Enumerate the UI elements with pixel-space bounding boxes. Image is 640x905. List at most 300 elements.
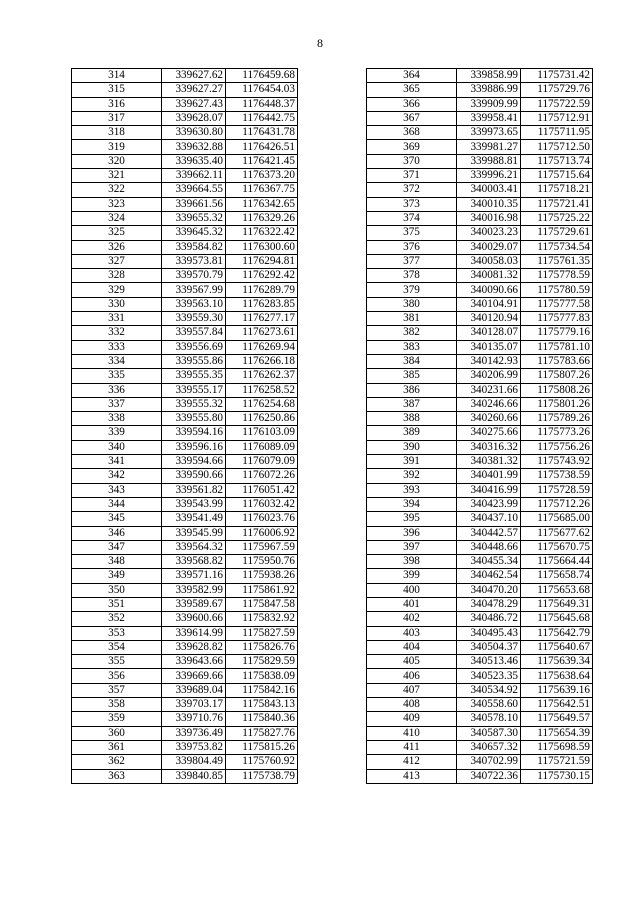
point-number-cell: 387 [367,397,457,411]
point-number-cell: 316 [72,97,162,111]
y-coordinate-cell: 1175829.59 [226,655,298,669]
table-row [72,83,298,97]
x-coordinate-cell: 339555.86 [162,354,226,368]
y-coordinate-cell: 1176431.78 [226,126,298,140]
point-number-cell: 345 [72,512,162,526]
table-row [72,483,298,497]
y-coordinate-cell: 1176342.65 [226,197,298,211]
coordinates-table-right-body [367,69,593,784]
y-coordinate-cell: 1175712.26 [521,497,593,511]
table-row [72,154,298,168]
table-row [72,269,298,283]
table-row [367,83,593,97]
y-coordinate-cell: 1176023.76 [226,512,298,526]
y-coordinate-cell: 1176072.26 [226,469,298,483]
y-coordinate-cell: 1175721.59 [521,755,593,769]
point-number-cell: 368 [367,126,457,140]
y-coordinate-cell: 1175780.59 [521,283,593,297]
y-coordinate-cell: 1175789.26 [521,412,593,426]
x-coordinate-cell: 339555.80 [162,412,226,426]
coordinates-table-left-body [72,69,298,784]
x-coordinate-cell: 339555.35 [162,369,226,383]
table-row [72,755,298,769]
point-number-cell: 406 [367,669,457,683]
point-number-cell: 361 [72,740,162,754]
x-coordinate-cell: 339594.66 [162,455,226,469]
table-row [367,197,593,211]
x-coordinate-cell: 339582.99 [162,583,226,597]
table-row [72,226,298,240]
y-coordinate-cell: 1175698.59 [521,740,593,754]
x-coordinate-cell: 339568.82 [162,555,226,569]
point-number-cell: 319 [72,140,162,154]
table-row [367,569,593,583]
point-number-cell: 343 [72,483,162,497]
point-number-cell: 364 [367,69,457,83]
table-row [72,383,298,397]
point-number-cell: 358 [72,698,162,712]
point-number-cell: 385 [367,369,457,383]
x-coordinate-cell: 339555.17 [162,383,226,397]
x-coordinate-cell: 339710.76 [162,712,226,726]
x-coordinate-cell: 339996.21 [457,169,521,183]
y-coordinate-cell: 1176273.61 [226,326,298,340]
y-coordinate-cell: 1175731.42 [521,69,593,83]
x-coordinate-cell: 339589.67 [162,597,226,611]
x-coordinate-cell: 340486.72 [457,612,521,626]
point-number-cell: 374 [367,211,457,225]
y-coordinate-cell: 1176373.20 [226,169,298,183]
y-coordinate-cell: 1176294.81 [226,254,298,268]
y-coordinate-cell: 1175640.67 [521,640,593,654]
y-coordinate-cell: 1176262.37 [226,369,298,383]
y-coordinate-cell: 1175653.68 [521,583,593,597]
y-coordinate-cell: 1175722.59 [521,97,593,111]
point-number-cell: 348 [72,555,162,569]
table-row [367,369,593,383]
table-row [72,455,298,469]
table-row [72,726,298,740]
table-row [367,669,593,683]
table-row [72,555,298,569]
table-row [72,283,298,297]
x-coordinate-cell: 340578.10 [457,712,521,726]
table-row [367,497,593,511]
y-coordinate-cell: 1175967.59 [226,540,298,554]
x-coordinate-cell: 340495.43 [457,626,521,640]
point-number-cell: 333 [72,340,162,354]
y-coordinate-cell: 1175783.66 [521,354,593,368]
point-number-cell: 375 [367,226,457,240]
point-number-cell: 314 [72,69,162,83]
point-number-cell: 332 [72,326,162,340]
table-row [72,312,298,326]
y-coordinate-cell: 1175773.26 [521,426,593,440]
x-coordinate-cell: 340504.37 [457,640,521,654]
x-coordinate-cell: 339563.10 [162,297,226,311]
table-row [367,726,593,740]
point-number-cell: 390 [367,440,457,454]
point-number-cell: 402 [367,612,457,626]
point-number-cell: 354 [72,640,162,654]
table-row [367,326,593,340]
x-coordinate-cell: 340702.99 [457,755,521,769]
x-coordinate-cell: 339557.84 [162,326,226,340]
point-number-cell: 383 [367,340,457,354]
x-coordinate-cell: 339614.99 [162,626,226,640]
table-row [72,640,298,654]
y-coordinate-cell: 1175730.15 [521,769,593,783]
table-row [367,526,593,540]
point-number-cell: 391 [367,455,457,469]
x-coordinate-cell: 339635.40 [162,154,226,168]
x-coordinate-cell: 340104.91 [457,297,521,311]
point-number-cell: 398 [367,555,457,569]
table-row [367,597,593,611]
table-row [72,597,298,611]
point-number-cell: 395 [367,512,457,526]
point-number-cell: 315 [72,83,162,97]
x-coordinate-cell: 339689.04 [162,683,226,697]
x-coordinate-cell: 340316.32 [457,440,521,454]
y-coordinate-cell: 1176032.42 [226,497,298,511]
table-row [72,426,298,440]
point-number-cell: 384 [367,354,457,368]
table-row [367,769,593,783]
y-coordinate-cell: 1175712.50 [521,140,593,154]
point-number-cell: 350 [72,583,162,597]
table-row [72,369,298,383]
table-row [72,540,298,554]
x-coordinate-cell: 339571.16 [162,569,226,583]
y-coordinate-cell: 1176448.37 [226,97,298,111]
x-coordinate-cell: 339584.82 [162,240,226,254]
table-row [367,512,593,526]
point-number-cell: 410 [367,726,457,740]
point-number-cell: 376 [367,240,457,254]
y-coordinate-cell: 1175779.16 [521,326,593,340]
y-coordinate-cell: 1175808.26 [521,383,593,397]
y-coordinate-cell: 1175664.44 [521,555,593,569]
y-coordinate-cell: 1175840.36 [226,712,298,726]
point-number-cell: 382 [367,326,457,340]
table-row [367,154,593,168]
point-number-cell: 386 [367,383,457,397]
y-coordinate-cell: 1175777.83 [521,312,593,326]
x-coordinate-cell: 339573.81 [162,254,226,268]
y-coordinate-cell: 1175827.76 [226,726,298,740]
point-number-cell: 371 [367,169,457,183]
point-number-cell: 372 [367,183,457,197]
table-row [367,312,593,326]
x-coordinate-cell: 339561.82 [162,483,226,497]
point-number-cell: 405 [367,655,457,669]
table-row [367,626,593,640]
point-number-cell: 373 [367,197,457,211]
point-number-cell: 341 [72,455,162,469]
point-number-cell: 338 [72,412,162,426]
table-row [367,655,593,669]
x-coordinate-cell: 339664.55 [162,183,226,197]
x-coordinate-cell: 340437.10 [457,512,521,526]
y-coordinate-cell: 1175642.51 [521,698,593,712]
x-coordinate-cell: 339564.32 [162,540,226,554]
table-row [72,526,298,540]
table-row [367,426,593,440]
y-coordinate-cell: 1175728.59 [521,483,593,497]
table-row [72,583,298,597]
coordinates-table-left [71,68,298,784]
y-coordinate-cell: 1175712.91 [521,111,593,125]
point-number-cell: 401 [367,597,457,611]
x-coordinate-cell: 339753.82 [162,740,226,754]
point-number-cell: 380 [367,297,457,311]
point-number-cell: 337 [72,397,162,411]
point-number-cell: 370 [367,154,457,168]
y-coordinate-cell: 1176266.18 [226,354,298,368]
point-number-cell: 347 [72,540,162,554]
point-number-cell: 328 [72,269,162,283]
point-number-cell: 317 [72,111,162,125]
point-number-cell: 379 [367,283,457,297]
y-coordinate-cell: 1175639.34 [521,655,593,669]
y-coordinate-cell: 1176006.92 [226,526,298,540]
point-number-cell: 346 [72,526,162,540]
x-coordinate-cell: 340455.34 [457,555,521,569]
y-coordinate-cell: 1176254.68 [226,397,298,411]
y-coordinate-cell: 1175950.76 [226,555,298,569]
x-coordinate-cell: 340534.92 [457,683,521,697]
table-row [367,755,593,769]
x-coordinate-cell: 340558.60 [457,698,521,712]
point-number-cell: 335 [72,369,162,383]
x-coordinate-cell: 340029.07 [457,240,521,254]
y-coordinate-cell: 1175760.92 [226,755,298,769]
y-coordinate-cell: 1176089.09 [226,440,298,454]
x-coordinate-cell: 340120.94 [457,312,521,326]
y-coordinate-cell: 1176269.94 [226,340,298,354]
x-coordinate-cell: 339628.07 [162,111,226,125]
table-row [367,440,593,454]
y-coordinate-cell: 1175711.95 [521,126,593,140]
x-coordinate-cell: 340260.66 [457,412,521,426]
x-coordinate-cell: 339661.56 [162,197,226,211]
table-row [72,740,298,754]
x-coordinate-cell: 339804.49 [162,755,226,769]
table-row [367,297,593,311]
table-row [367,469,593,483]
table-row [367,240,593,254]
table-row [72,512,298,526]
y-coordinate-cell: 1176051.42 [226,483,298,497]
x-coordinate-cell: 340010.35 [457,197,521,211]
x-coordinate-cell: 339627.27 [162,83,226,97]
y-coordinate-cell: 1175738.59 [521,469,593,483]
point-number-cell: 407 [367,683,457,697]
table-row [367,340,593,354]
y-coordinate-cell: 1175761.35 [521,254,593,268]
point-number-cell: 365 [367,83,457,97]
coordinates-table-right [366,68,593,784]
y-coordinate-cell: 1175838.09 [226,669,298,683]
x-coordinate-cell: 339655.32 [162,211,226,225]
point-number-cell: 357 [72,683,162,697]
point-number-cell: 412 [367,755,457,769]
y-coordinate-cell: 1175756.26 [521,440,593,454]
x-coordinate-cell: 339596.16 [162,440,226,454]
y-coordinate-cell: 1176292.42 [226,269,298,283]
table-row [367,712,593,726]
y-coordinate-cell: 1175815.26 [226,740,298,754]
x-coordinate-cell: 339669.66 [162,669,226,683]
point-number-cell: 356 [72,669,162,683]
x-coordinate-cell: 340058.03 [457,254,521,268]
x-coordinate-cell: 340470.20 [457,583,521,597]
y-coordinate-cell: 1176103.09 [226,426,298,440]
point-number-cell: 413 [367,769,457,783]
x-coordinate-cell: 339958.41 [457,111,521,125]
point-number-cell: 399 [367,569,457,583]
x-coordinate-cell: 339858.99 [457,69,521,83]
point-number-cell: 340 [72,440,162,454]
table-row [367,397,593,411]
y-coordinate-cell: 1175842.16 [226,683,298,697]
point-number-cell: 366 [367,97,457,111]
x-coordinate-cell: 340381.32 [457,455,521,469]
table-row [367,226,593,240]
table-row [367,254,593,268]
y-coordinate-cell: 1175729.76 [521,83,593,97]
y-coordinate-cell: 1176079.09 [226,455,298,469]
table-row [367,183,593,197]
y-coordinate-cell: 1176367.75 [226,183,298,197]
table-row [367,283,593,297]
y-coordinate-cell: 1175734.54 [521,240,593,254]
point-number-cell: 359 [72,712,162,726]
x-coordinate-cell: 339736.49 [162,726,226,740]
table-row [72,698,298,712]
point-number-cell: 330 [72,297,162,311]
x-coordinate-cell: 339600.66 [162,612,226,626]
x-coordinate-cell: 339840.85 [162,769,226,783]
y-coordinate-cell: 1175861.92 [226,583,298,597]
y-coordinate-cell: 1175654.39 [521,726,593,740]
y-coordinate-cell: 1175713.74 [521,154,593,168]
point-number-cell: 342 [72,469,162,483]
table-row [72,397,298,411]
x-coordinate-cell: 339981.27 [457,140,521,154]
point-number-cell: 352 [72,612,162,626]
y-coordinate-cell: 1176329.26 [226,211,298,225]
x-coordinate-cell: 339632.88 [162,140,226,154]
table-row [72,126,298,140]
y-coordinate-cell: 1176300.60 [226,240,298,254]
y-coordinate-cell: 1175670.75 [521,540,593,554]
table-row [72,469,298,483]
x-coordinate-cell: 340513.46 [457,655,521,669]
x-coordinate-cell: 339590.66 [162,469,226,483]
y-coordinate-cell: 1175645.68 [521,612,593,626]
y-coordinate-cell: 1175638.64 [521,669,593,683]
point-number-cell: 392 [367,469,457,483]
point-number-cell: 394 [367,497,457,511]
x-coordinate-cell: 339570.79 [162,269,226,283]
point-number-cell: 326 [72,240,162,254]
table-row [367,383,593,397]
table-row [72,197,298,211]
x-coordinate-cell: 340128.07 [457,326,521,340]
y-coordinate-cell: 1176421.45 [226,154,298,168]
y-coordinate-cell: 1175777.58 [521,297,593,311]
point-number-cell: 360 [72,726,162,740]
y-coordinate-cell: 1175938.26 [226,569,298,583]
x-coordinate-cell: 340423.99 [457,497,521,511]
y-coordinate-cell: 1176250.86 [226,412,298,426]
y-coordinate-cell: 1176442.75 [226,111,298,125]
table-row [72,183,298,197]
y-coordinate-cell: 1175847.58 [226,597,298,611]
y-coordinate-cell: 1175715.64 [521,169,593,183]
point-number-cell: 323 [72,197,162,211]
point-number-cell: 400 [367,583,457,597]
table-row [72,326,298,340]
table-row [72,111,298,125]
table-row [72,140,298,154]
point-number-cell: 318 [72,126,162,140]
x-coordinate-cell: 340275.66 [457,426,521,440]
point-number-cell: 389 [367,426,457,440]
x-coordinate-cell: 339556.69 [162,340,226,354]
point-number-cell: 351 [72,597,162,611]
point-number-cell: 408 [367,698,457,712]
table-row [72,669,298,683]
point-number-cell: 403 [367,626,457,640]
x-coordinate-cell: 340462.54 [457,569,521,583]
table-row [72,354,298,368]
point-number-cell: 336 [72,383,162,397]
table-row [367,69,593,83]
table-row [72,169,298,183]
table-row [367,555,593,569]
table-row [72,626,298,640]
x-coordinate-cell: 340081.32 [457,269,521,283]
x-coordinate-cell: 339909.99 [457,97,521,111]
table-row [72,340,298,354]
table-row [72,69,298,83]
x-coordinate-cell: 339886.99 [457,83,521,97]
table-row [367,140,593,154]
y-coordinate-cell: 1175685.00 [521,512,593,526]
point-number-cell: 334 [72,354,162,368]
point-number-cell: 355 [72,655,162,669]
x-coordinate-cell: 340448.66 [457,540,521,554]
point-number-cell: 393 [367,483,457,497]
table-row [72,612,298,626]
x-coordinate-cell: 340246.66 [457,397,521,411]
x-coordinate-cell: 340478.29 [457,597,521,611]
y-coordinate-cell: 1175827.59 [226,626,298,640]
y-coordinate-cell: 1176459.68 [226,69,298,83]
point-number-cell: 381 [367,312,457,326]
x-coordinate-cell: 340003.41 [457,183,521,197]
point-number-cell: 362 [72,755,162,769]
table-row [367,483,593,497]
table-row [367,211,593,225]
table-row [72,97,298,111]
point-number-cell: 339 [72,426,162,440]
y-coordinate-cell: 1175639.16 [521,683,593,697]
point-number-cell: 327 [72,254,162,268]
